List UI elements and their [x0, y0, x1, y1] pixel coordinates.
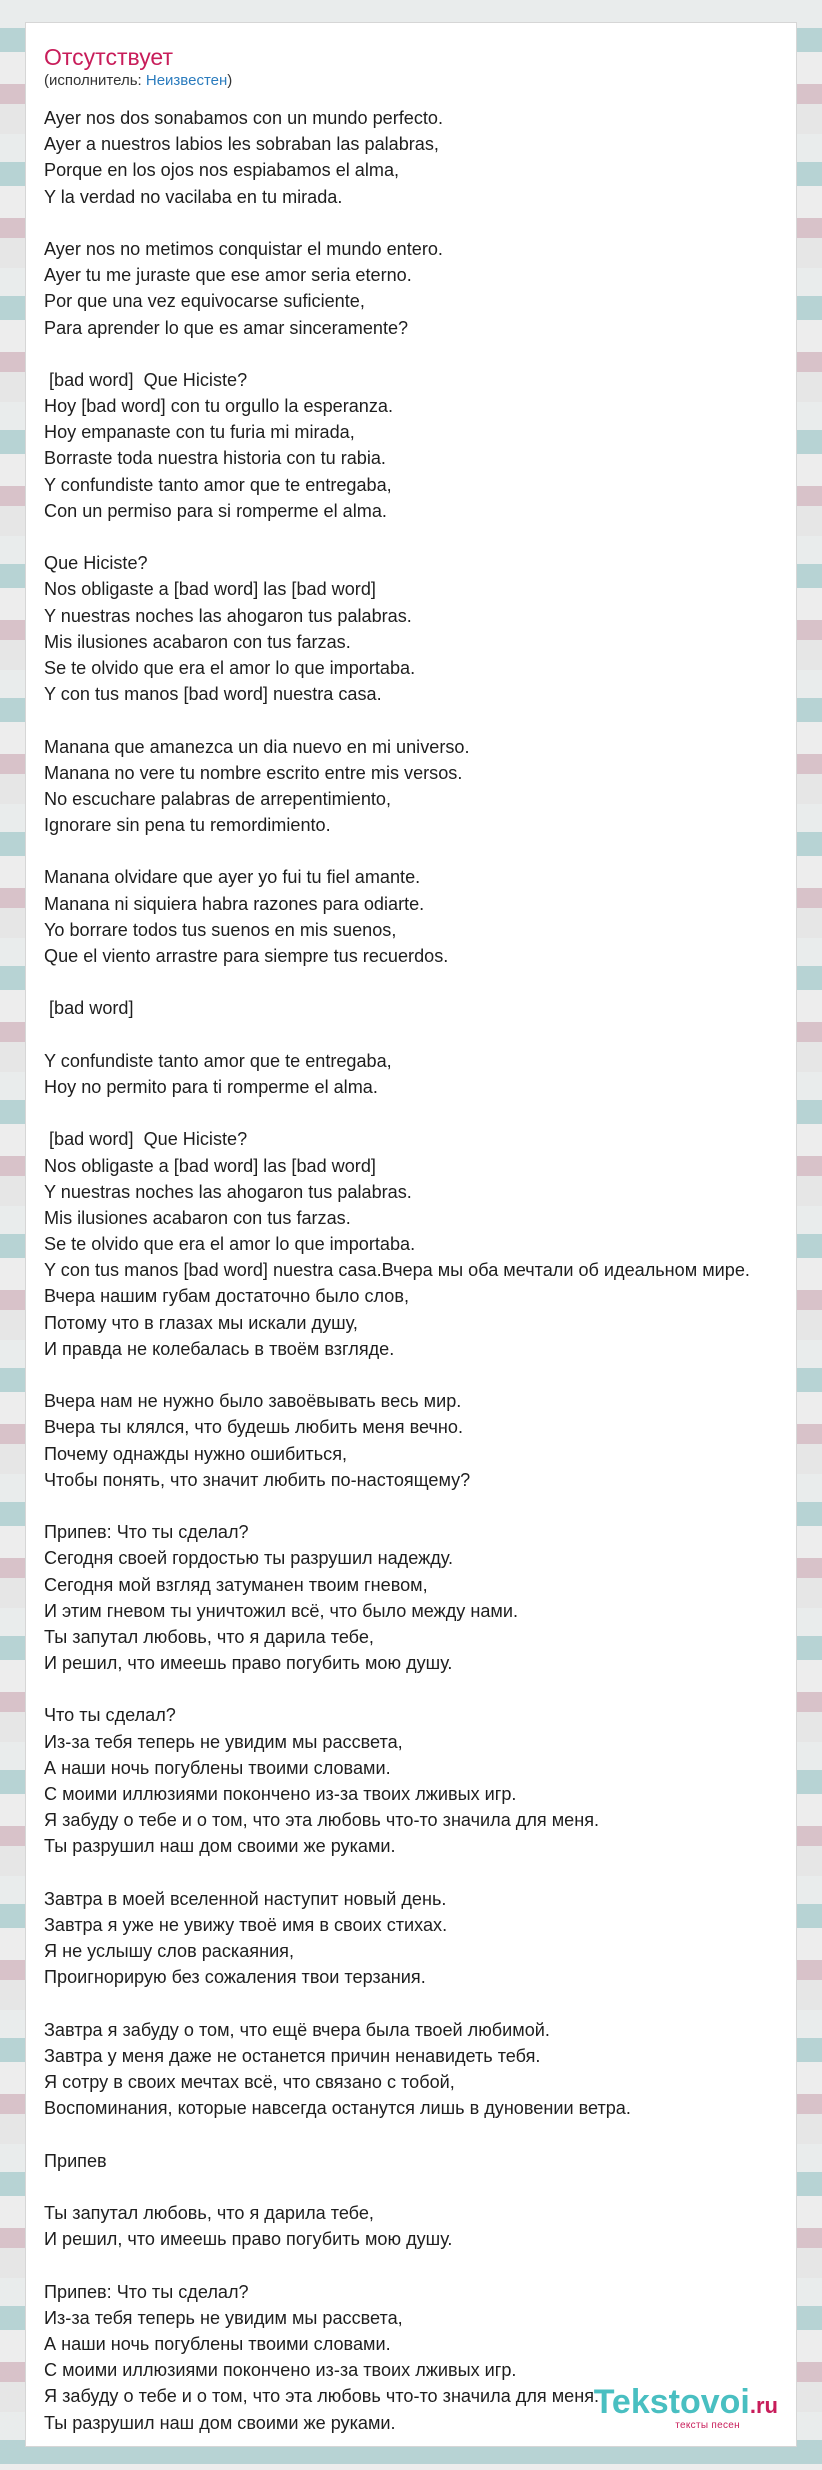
- lyric-line: Hoy empanaste con tu furia mi mirada,: [44, 422, 355, 443]
- lyric-line: Mis ilusiones acabaron con tus farzas.: [44, 1207, 351, 1228]
- lyric-line: Ayer a nuestros labios les sobraban las palabras,: [44, 134, 439, 155]
- lyric-line: С моими иллюзиями покончено из-за твоих лживых игр.: [44, 1784, 517, 1804]
- lyric-line: [44, 1860, 796, 1886]
- lyric-line: Ayer tu me juraste que ese amor seria eterno.: [44, 265, 412, 286]
- lyric-line: Hoy [bad word] con tu orgullo la esperanza.: [44, 396, 394, 417]
- lyric-line: Воспоминания, которые навсегда останутся лишь в дуновении ветра.: [44, 2098, 631, 2119]
- logo-tld: .ru: [749, 2393, 778, 2418]
- lyric-line: Вчера ты клялся, что будешь любить меня вечно.: [44, 1417, 464, 1438]
- lyric-line: Para aprender lo que es amar sinceramente?: [44, 317, 409, 338]
- lyric-line: [44, 210, 796, 236]
- lyric-line: Потому что в глазах мы искали душу,: [44, 1312, 358, 1333]
- lyric-line: И этим гневом ты уничтожил всё, что было между нами.: [44, 1600, 519, 1621]
- lyric-line: Припев: Что ты сделал?: [44, 2281, 249, 2302]
- lyric-line: Припев: [44, 2150, 107, 2171]
- lyric-line: [44, 1493, 796, 1519]
- lyric-line: Ayer nos dos sonabamos con un mundo perfecto.: [44, 108, 443, 128]
- lyric-line: Y nuestras noches las ahogaron tus palabras.: [44, 1181, 412, 1202]
- lyric-line: Que Hiciste?: [44, 553, 148, 574]
- lyric-line: Ты разрушил наш дом своими же руками.: [44, 2412, 396, 2433]
- lyric-line: Manana que amanezca un dia nuevo en mi universo.: [44, 736, 470, 757]
- lyric-line: Ты запутал любовь, что я дарила тебе,: [44, 2203, 374, 2223]
- subtitle-prefix: (исполнитель:: [44, 72, 146, 89]
- lyric-line: Я не услышу слов раскаяния,: [44, 1941, 294, 1962]
- song-title: Отсутствует: [44, 44, 173, 70]
- lyric-line: Вчера нашим губам достаточно было слов,: [44, 1286, 409, 1307]
- lyric-line: Manana no vere tu nombre escrito entre mis versos.: [44, 762, 463, 783]
- artist-link[interactable]: Неизвестен: [145, 72, 228, 89]
- lyric-line: Y la verdad no vacilaba en tu mirada.: [44, 186, 343, 207]
- lyric-line: [44, 2174, 796, 2200]
- lyric-line: Manana ni siquiera habra razones para odiarte.: [44, 893, 425, 914]
- lyric-line: Что ты сделал?: [44, 1705, 176, 1726]
- lyric-line: Ayer nos no metimos conquistar el mundo entero.: [44, 238, 443, 259]
- lyric-line: Hoy no permito para ti romperme el alma.: [44, 1076, 378, 1097]
- lyric-line: Ты запутал любовь, что я дарила тебе,: [44, 1626, 374, 1647]
- lyric-line: Ты разрушил наш дом своими же руками.: [44, 1836, 396, 1857]
- lyric-line: Se te olvido que era el amor lo que importaba.: [44, 1234, 416, 1255]
- lyric-line: Porque en los ojos nos espiabamos el alma,: [44, 160, 400, 181]
- lyric-line: Y confundiste tanto amor que te entregaba,: [44, 1050, 392, 1071]
- lyric-line: И решил, что имеешь право погубить мою душу.: [44, 1653, 453, 1674]
- lyric-line: Завтра у меня даже не останется причин ненавидеть тебя.: [44, 2045, 541, 2066]
- lyric-line: А наши ночь погублены твоими словами.: [44, 2333, 391, 2354]
- lyric-line: Чтобы понять, что значит любить по-настоящему?: [44, 1469, 471, 1490]
- lyric-line: [44, 2121, 796, 2147]
- lyric-line: Yo borrare todos tus suenos en mis suenos,: [44, 919, 397, 940]
- site-logo[interactable]: [558, 2384, 778, 2432]
- lyric-line: Y con tus manos [bad word] nuestra casa.Вчера мы оба мечтали об идеальном мире.: [44, 1260, 750, 1281]
- lyric-line: Con un permiso para si romperme el alma.: [44, 500, 387, 521]
- lyric-line: Я забуду о тебе и о том, что эта любовь что-то значила для меня.: [44, 1810, 600, 1831]
- lyric-line: Por que una vez equivocarse suficiente,: [44, 291, 365, 312]
- lyric-line: [44, 838, 796, 864]
- lyric-line: [44, 1100, 796, 1126]
- lyric-line: [44, 1676, 796, 1702]
- lyric-line: Borraste toda nuestra historia con tu rabia.: [44, 448, 386, 469]
- lyric-line: [bad word]: [44, 998, 134, 1019]
- lyric-line: Сегодня своей гордостью ты разрушил надежду.: [44, 1548, 454, 1569]
- lyric-line: [44, 969, 796, 995]
- lyric-line: Nos obligaste a [bad word] las [bad word]: [44, 1155, 376, 1176]
- lyric-line: Que el viento arrastre para siempre tus recuerdos.: [44, 946, 449, 966]
- lyric-line: Сегодня мой взгляд затуманен твоим гневом,: [44, 1574, 428, 1595]
- lyric-line: No escuchare palabras de arrepentimiento,: [44, 788, 391, 809]
- logo-wordmark: [594, 2384, 778, 2424]
- lyric-line: Se te olvido que era el amor lo que importaba.: [44, 657, 416, 678]
- lyric-line: [44, 707, 796, 733]
- lyric-line: Ignorare sin pena tu remordimiento.: [44, 815, 331, 836]
- lyric-line: [44, 1022, 796, 1048]
- lyric-line: Почему однажды нужно ошибиться,: [44, 1443, 348, 1464]
- lyric-line: Я забуду о тебе и о том, что эта любовь что-то значила для меня.: [44, 2386, 600, 2407]
- lyric-line: Из-за тебя теперь не увидим мы рассвета,: [44, 2307, 403, 2328]
- lyric-line: Вчера нам не нужно было завоёвывать весь мир.: [44, 1391, 462, 1412]
- lyric-line: Nos obligaste a [bad word] las [bad word]: [44, 579, 376, 600]
- lyric-line: [44, 524, 796, 550]
- subtitle-suffix: ): [227, 72, 233, 89]
- lyric-line: С моими иллюзиями покончено из-за твоих лживых игр.: [44, 2360, 517, 2381]
- lyric-line: [44, 2252, 796, 2278]
- lyric-line: Завтра в моей вселенной наступит новый день.: [44, 1888, 447, 1909]
- lyric-line: Y confundiste tanto amor que te entregaba,: [44, 474, 392, 495]
- lyric-line: Припев: Что ты сделал?: [44, 1522, 249, 1543]
- lyric-line: [bad word] Que Hiciste?: [44, 1129, 248, 1150]
- lyric-line: [44, 341, 796, 367]
- lyrics-card: [25, 22, 797, 2447]
- logo-name: Tekstovoi: [593, 2383, 750, 2421]
- lyric-line: И правда не колебалась в твоём взгляде.: [44, 1338, 395, 1359]
- lyric-line: Manana olvidare que ayer yo fui tu fiel amante.: [44, 867, 421, 888]
- lyric-line: Я сотру в своих мечтах всё, что связано с тобой,: [44, 2072, 455, 2093]
- lyric-line: А наши ночь погублены твоими словами.: [44, 1757, 391, 1778]
- lyric-line: [bad word] Que Hiciste?: [44, 369, 248, 390]
- lyric-line: Завтра я уже не увижу твоё имя в своих стихах.: [44, 1914, 448, 1935]
- lyric-line: [44, 1362, 796, 1388]
- logo-tagline: тексты песен: [675, 2420, 740, 2431]
- lyric-line: Y con tus manos [bad word] nuestra casa.: [44, 684, 382, 705]
- lyric-line: И решил, что имеешь право погубить мою душу.: [44, 2229, 453, 2250]
- lyrics-body: [44, 105, 796, 2436]
- lyric-line: Из-за тебя теперь не увидим мы рассвета,: [44, 1731, 403, 1752]
- lyric-line: Проигнорирую без сожаления твои терзания.: [44, 1967, 426, 1988]
- lyric-line: Mis ilusiones acabaron con tus farzas.: [44, 631, 351, 652]
- lyric-line: Y nuestras noches las ahogaron tus palabras.: [44, 605, 412, 626]
- lyric-line: Завтра я забуду о том, что ещё вчера была твоей любимой.: [44, 2019, 550, 2040]
- song-subtitle: [44, 72, 232, 90]
- lyric-line: [44, 1991, 796, 2017]
